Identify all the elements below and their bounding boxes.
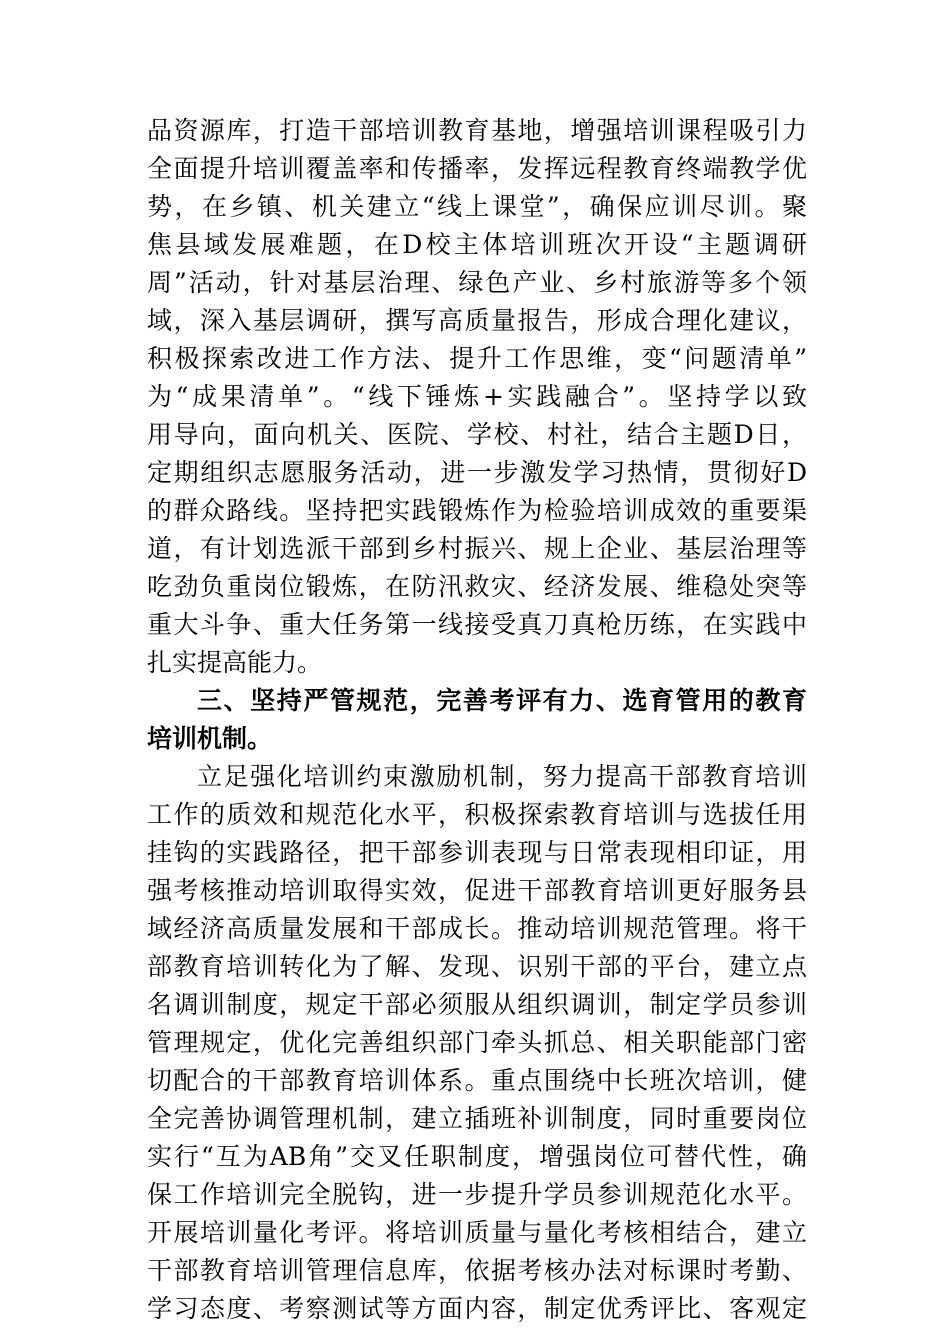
text-line: 干部教育培训管理信息库，依据考核办法对标课时考勤、 (147, 1256, 807, 1285)
text-line: 吃劲负重岗位锻炼，在防汛救灾、经济发展、维稳处突等 (147, 572, 807, 601)
text-line: 用导向，面向机关、医院、学校、村社，结合主题D日， (147, 420, 807, 449)
text-line: 切配合的干部教育培训体系。重点围绕中长班次培训，健 (147, 1066, 807, 1095)
text-line: 定期组织志愿服务活动，进一步激发学习热情，贯彻好D (147, 458, 807, 487)
text-line: 实行“互为AB角”交叉任职制度，增强岗位可替代性，确 (147, 1142, 807, 1171)
heading-line: 培训机制。 (147, 724, 273, 753)
text-line: 焦县域发展难题，在D校主体培训班次开设“主题调研 (147, 230, 807, 259)
text-line: 道，有计划选派干部到乡村振兴、规上企业、基层治理等 (147, 534, 807, 563)
text-line: 全面提升培训覆盖率和传播率，发挥远程教育终端教学优 (147, 154, 807, 183)
text-line: 管理规定，优化完善组织部门牵头抓总、相关职能部门密 (147, 1028, 807, 1057)
text-line: 积极探索改进工作方法、提升工作思维，变“问题清单” (147, 344, 807, 373)
text-line: 立足强化培训约束激励机制，努力提高干部教育培训 (197, 762, 807, 791)
paragraph-2 (147, 758, 807, 1328)
text-line: 工作的质效和规范化水平，积极探索教育培训与选拔任用 (147, 800, 807, 829)
text-line: 扎实提高能力。 (147, 648, 323, 677)
text-line: 域经济高质量发展和干部成长。推动培训规范管理。将干 (147, 914, 807, 943)
text-line: 开展培训量化考评。将培训质量与量化考核相结合，建立 (147, 1218, 807, 1247)
text-line: 域，深入基层调研，撰写高质量报告，形成合理化建议， (147, 306, 807, 335)
text-line: 部教育培训转化为了解、发现、识别干部的平台，建立点 (147, 952, 807, 981)
text-line: 周”活动，针对基层治理、绿色产业、乡村旅游等多个领 (147, 268, 807, 297)
heading-line: 三、坚持严管规范，完善考评有力、选育管用的教育 (197, 686, 807, 715)
text-line: 重大斗争、重大任务第一线接受真刀真枪历练，在实践中 (147, 610, 807, 639)
text-line: 的群众路线。坚持把实践锻炼作为检验培训成效的重要渠 (147, 496, 807, 525)
section-heading-3 (147, 682, 807, 758)
text-line: 保工作培训完全脱钩，进一步提升学员参训规范化水平。 (147, 1180, 807, 1209)
text-line: 品资源库，打造干部培训教育基地，增强培训课程吸引力 (147, 116, 807, 145)
text-line: 挂钩的实践路径，把干部参训表现与日常表现相印证，用 (147, 838, 807, 867)
text-line: 名调训制度，规定干部必须服从组织调训，制定学员参训 (147, 990, 807, 1019)
text-line: 强考核推动培训取得实效，促进干部教育培训更好服务县 (147, 876, 807, 905)
text-line: 为“成果清单”。“线下锤炼+实践融合”。坚持学以致 (147, 382, 807, 411)
paragraph-1 (147, 112, 807, 682)
text-line: 学习态度、考察测试等方面内容，制定优秀评比、客观定 (147, 1294, 807, 1323)
text-line: 全完善协调管理机制，建立插班补训制度，同时重要岗位 (147, 1104, 807, 1133)
text-line: 势，在乡镇、机关建立“线上课堂”，确保应训尽训。聚 (147, 192, 807, 221)
